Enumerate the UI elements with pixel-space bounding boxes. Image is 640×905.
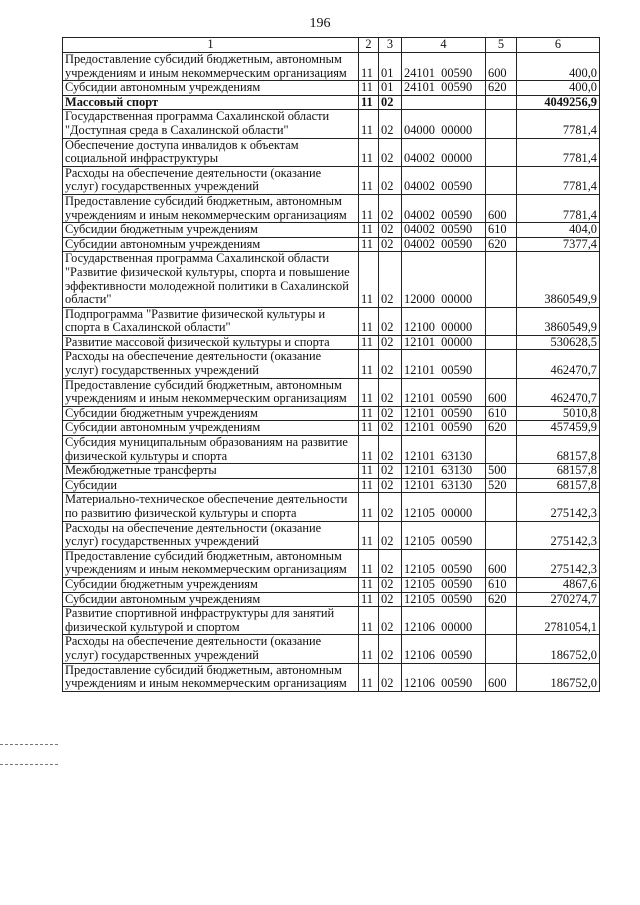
row-subsection-cell: 02 [379, 436, 402, 464]
row-name-cell: Подпрограмма "Развитие физической культуры и спорта в Сахалинской области" [63, 307, 359, 335]
row-section-cell: 11 [359, 592, 379, 607]
row-section-cell: 11 [359, 110, 379, 138]
table-row [63, 521, 600, 549]
row-expense-type-cell: 620 [486, 237, 517, 252]
row-target-code-cell: 04002 00590 [402, 237, 486, 252]
table-row [63, 335, 600, 350]
row-subsection-cell: 02 [379, 378, 402, 406]
row-amount-cell: 4867,6 [517, 577, 600, 592]
budget-table [62, 37, 600, 692]
row-target-code-cell: 04002 00590 [402, 166, 486, 194]
header-col-3: 3 [379, 38, 402, 53]
row-target-code-cell: 12101 63130 [402, 464, 486, 479]
row-amount-cell: 404,0 [517, 223, 600, 238]
page-number: 196 [309, 16, 331, 31]
table-row [63, 307, 600, 335]
row-subsection-cell: 02 [379, 521, 402, 549]
row-name-cell: Субсидии автономным учреждениям [63, 421, 359, 436]
row-name-cell: Предоставление субсидий бюджетным, автономным учреждениям и иным некоммерческим организациям [63, 378, 359, 406]
row-amount-cell: 7781,4 [517, 194, 600, 222]
row-expense-type-cell [486, 95, 517, 110]
row-section-cell: 11 [359, 521, 379, 549]
row-amount-cell: 462470,7 [517, 350, 600, 378]
table-row [63, 378, 600, 406]
row-expense-type-cell: 620 [486, 592, 517, 607]
row-target-code-cell: 04000 00000 [402, 110, 486, 138]
row-expense-type-cell: 500 [486, 464, 517, 479]
row-section-cell: 11 [359, 335, 379, 350]
row-subsection-cell: 01 [379, 81, 402, 96]
table-row [63, 464, 600, 479]
scan-artifact-line [0, 764, 58, 765]
row-expense-type-cell [486, 350, 517, 378]
header-col-1: 1 [63, 38, 359, 53]
header-col-5: 5 [486, 38, 517, 53]
row-section-cell: 11 [359, 436, 379, 464]
row-subsection-cell: 02 [379, 549, 402, 577]
table-row [63, 592, 600, 607]
table-row [63, 436, 600, 464]
row-section-cell: 11 [359, 95, 379, 110]
row-expense-type-cell: 600 [486, 549, 517, 577]
row-name-cell: Расходы на обеспечение деятельности (оказание услуг) государственных учреждений [63, 166, 359, 194]
row-target-code-cell: 24101 00590 [402, 81, 486, 96]
row-target-code-cell: 04002 00590 [402, 223, 486, 238]
row-expense-type-cell: 600 [486, 663, 517, 691]
row-subsection-cell: 02 [379, 237, 402, 252]
table-row [63, 138, 600, 166]
table-row [63, 549, 600, 577]
row-amount-cell: 7781,4 [517, 110, 600, 138]
row-name-cell: Субсидии бюджетным учреждениям [63, 577, 359, 592]
row-amount-cell: 7781,4 [517, 138, 600, 166]
row-name-cell: Субсидии автономным учреждениям [63, 592, 359, 607]
row-target-code-cell: 04002 00590 [402, 194, 486, 222]
row-target-code-cell: 12101 00590 [402, 406, 486, 421]
table-row [63, 110, 600, 138]
table-body [63, 53, 600, 692]
row-subsection-cell: 02 [379, 478, 402, 493]
row-subsection-cell: 02 [379, 406, 402, 421]
table-row [63, 635, 600, 663]
row-amount-cell: 457459,9 [517, 421, 600, 436]
row-section-cell: 11 [359, 635, 379, 663]
table-row [63, 493, 600, 521]
row-subsection-cell: 02 [379, 194, 402, 222]
row-name-cell: Субсидии бюджетным учреждениям [63, 406, 359, 421]
row-amount-cell: 68157,8 [517, 478, 600, 493]
row-amount-cell: 186752,0 [517, 635, 600, 663]
row-name-cell: Расходы на обеспечение деятельности (оказание услуг) государственных учреждений [63, 521, 359, 549]
row-amount-cell: 530628,5 [517, 335, 600, 350]
row-section-cell: 11 [359, 493, 379, 521]
row-expense-type-cell [486, 493, 517, 521]
row-target-code-cell: 04002 00000 [402, 138, 486, 166]
row-section-cell: 11 [359, 663, 379, 691]
header-col-4: 4 [402, 38, 486, 53]
row-amount-cell: 462470,7 [517, 378, 600, 406]
row-name-cell: Развитие массовой физической культуры и спорта [63, 335, 359, 350]
row-section-cell: 11 [359, 166, 379, 194]
row-section-cell: 11 [359, 406, 379, 421]
table-row [63, 95, 600, 110]
row-expense-type-cell: 600 [486, 53, 517, 81]
row-target-code-cell: 12106 00000 [402, 607, 486, 635]
row-amount-cell: 3860549,9 [517, 307, 600, 335]
row-name-cell: Материально-техническое обеспечение деятельности по развитию физической культуры и спорта [63, 493, 359, 521]
header-col-2: 2 [359, 38, 379, 53]
row-expense-type-cell [486, 607, 517, 635]
row-expense-type-cell: 620 [486, 81, 517, 96]
row-section-cell: 11 [359, 607, 379, 635]
table-row [63, 166, 600, 194]
table-row [63, 406, 600, 421]
row-name-cell: Обеспечение доступа инвалидов к объектам социальной инфраструктуры [63, 138, 359, 166]
row-section-cell: 11 [359, 194, 379, 222]
row-subsection-cell: 02 [379, 493, 402, 521]
row-subsection-cell: 02 [379, 592, 402, 607]
table-row [63, 53, 600, 81]
row-name-cell: Расходы на обеспечение деятельности (оказание услуг) государственных учреждений [63, 635, 359, 663]
scan-artifact-line [0, 744, 58, 745]
row-section-cell: 11 [359, 223, 379, 238]
row-section-cell: 11 [359, 478, 379, 493]
row-amount-cell: 400,0 [517, 53, 600, 81]
table-row [63, 252, 600, 307]
row-amount-cell: 400,0 [517, 81, 600, 96]
row-expense-type-cell [486, 252, 517, 307]
row-section-cell: 11 [359, 350, 379, 378]
row-name-cell: Расходы на обеспечение деятельности (оказание услуг) государственных учреждений [63, 350, 359, 378]
row-name-cell: Предоставление субсидий бюджетным, автономным учреждениям и иным некоммерческим организациям [63, 663, 359, 691]
table-row [63, 81, 600, 96]
row-subsection-cell: 02 [379, 110, 402, 138]
table-row [63, 223, 600, 238]
row-name-cell: Субсидии [63, 478, 359, 493]
row-amount-cell: 2781054,1 [517, 607, 600, 635]
row-expense-type-cell: 620 [486, 421, 517, 436]
table-row [63, 577, 600, 592]
row-name-cell: Государственная программа Сахалинской области "Развитие физической культуры, спорта и повышение эффективности молодежной политики в Сахалинской области" [63, 252, 359, 307]
row-amount-cell: 7377,4 [517, 237, 600, 252]
row-subsection-cell: 01 [379, 53, 402, 81]
row-subsection-cell: 02 [379, 95, 402, 110]
row-name-cell: Субсидии автономным учреждениям [63, 237, 359, 252]
row-subsection-cell: 02 [379, 335, 402, 350]
table-row [63, 663, 600, 691]
row-target-code-cell: 12100 00000 [402, 307, 486, 335]
row-subsection-cell: 02 [379, 421, 402, 436]
row-target-code-cell: 12101 00590 [402, 421, 486, 436]
row-expense-type-cell [486, 521, 517, 549]
row-amount-cell: 3860549,9 [517, 252, 600, 307]
row-target-code-cell: 12101 00000 [402, 335, 486, 350]
row-target-code-cell: 12101 63130 [402, 436, 486, 464]
row-subsection-cell: 02 [379, 252, 402, 307]
row-expense-type-cell: 610 [486, 406, 517, 421]
row-name-cell: Предоставление субсидий бюджетным, автономным учреждениям и иным некоммерческим организациям [63, 549, 359, 577]
row-expense-type-cell: 600 [486, 194, 517, 222]
row-expense-type-cell [486, 307, 517, 335]
row-amount-cell: 68157,8 [517, 464, 600, 479]
row-name-cell: Государственная программа Сахалинской области "Доступная среда в Сахалинской области" [63, 110, 359, 138]
row-name-cell: Предоставление субсидий бюджетным, автономным учреждениям и иным некоммерческим организациям [63, 53, 359, 81]
row-target-code-cell: 12105 00000 [402, 493, 486, 521]
row-target-code-cell: 12106 00590 [402, 635, 486, 663]
row-subsection-cell: 02 [379, 166, 402, 194]
row-target-code-cell: 12105 00590 [402, 549, 486, 577]
row-section-cell: 11 [359, 421, 379, 436]
row-amount-cell: 7781,4 [517, 166, 600, 194]
header-col-6: 6 [517, 38, 600, 53]
table-row [63, 350, 600, 378]
row-target-code-cell: 12000 00000 [402, 252, 486, 307]
row-expense-type-cell: 610 [486, 223, 517, 238]
row-target-code-cell: 12105 00590 [402, 592, 486, 607]
table-row [63, 478, 600, 493]
row-expense-type-cell [486, 635, 517, 663]
row-target-code-cell: 12106 00590 [402, 663, 486, 691]
row-name-cell: Предоставление субсидий бюджетным, автономным учреждениям и иным некоммерческим организациям [63, 194, 359, 222]
row-subsection-cell: 02 [379, 138, 402, 166]
row-target-code-cell: 12101 00590 [402, 378, 486, 406]
row-name-cell: Субсидия муниципальным образованиям на развитие физической культуры и спорта [63, 436, 359, 464]
row-amount-cell: 270274,7 [517, 592, 600, 607]
row-target-code-cell: 12105 00590 [402, 577, 486, 592]
row-section-cell: 11 [359, 237, 379, 252]
row-subsection-cell: 02 [379, 577, 402, 592]
row-subsection-cell: 02 [379, 464, 402, 479]
row-section-cell: 11 [359, 252, 379, 307]
row-amount-cell: 275142,3 [517, 549, 600, 577]
row-name-cell: Субсидии автономным учреждениям [63, 81, 359, 96]
row-amount-cell: 275142,3 [517, 493, 600, 521]
table-row [63, 607, 600, 635]
row-amount-cell: 4049256,9 [517, 95, 600, 110]
row-amount-cell: 68157,8 [517, 436, 600, 464]
row-subsection-cell: 02 [379, 663, 402, 691]
row-target-code-cell [402, 95, 486, 110]
row-expense-type-cell: 610 [486, 577, 517, 592]
row-amount-cell: 186752,0 [517, 663, 600, 691]
row-subsection-cell: 02 [379, 607, 402, 635]
row-section-cell: 11 [359, 81, 379, 96]
row-target-code-cell: 12101 63130 [402, 478, 486, 493]
row-expense-type-cell [486, 166, 517, 194]
row-section-cell: 11 [359, 378, 379, 406]
row-section-cell: 11 [359, 577, 379, 592]
table-row [63, 421, 600, 436]
row-amount-cell: 275142,3 [517, 521, 600, 549]
row-name-cell: Межбюджетные трансферты [63, 464, 359, 479]
row-target-code-cell: 12101 00590 [402, 350, 486, 378]
row-amount-cell: 5010,8 [517, 406, 600, 421]
row-section-cell: 11 [359, 138, 379, 166]
table-row [63, 237, 600, 252]
row-expense-type-cell: 520 [486, 478, 517, 493]
row-section-cell: 11 [359, 549, 379, 577]
row-name-cell: Развитие спортивной инфраструктуры для занятий физической культурой и спортом [63, 607, 359, 635]
row-name-cell: Субсидии бюджетным учреждениям [63, 223, 359, 238]
row-target-code-cell: 24101 00590 [402, 53, 486, 81]
row-section-cell: 11 [359, 307, 379, 335]
row-subsection-cell: 02 [379, 635, 402, 663]
row-section-cell: 11 [359, 53, 379, 81]
row-subsection-cell: 02 [379, 223, 402, 238]
row-subsection-cell: 02 [379, 350, 402, 378]
row-expense-type-cell [486, 335, 517, 350]
row-subsection-cell: 02 [379, 307, 402, 335]
row-target-code-cell: 12105 00590 [402, 521, 486, 549]
row-expense-type-cell: 600 [486, 378, 517, 406]
row-expense-type-cell [486, 138, 517, 166]
table-row [63, 194, 600, 222]
header-row [63, 38, 600, 53]
row-name-cell: Массовый спорт [63, 95, 359, 110]
row-section-cell: 11 [359, 464, 379, 479]
row-expense-type-cell [486, 436, 517, 464]
row-expense-type-cell [486, 110, 517, 138]
